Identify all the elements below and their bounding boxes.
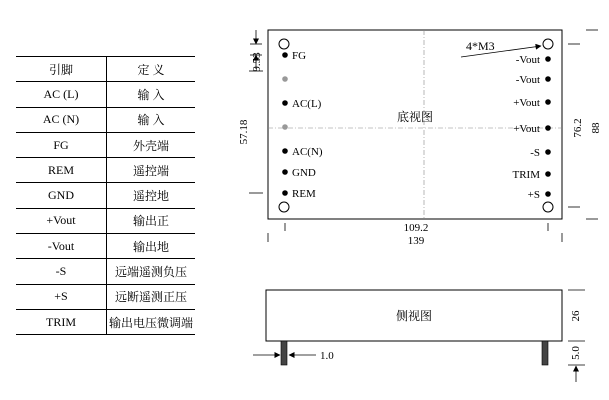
bottom-view-title: 底视图: [396, 110, 434, 124]
dim-inner-height: 76.2: [572, 118, 584, 138]
pin-name: GND: [16, 183, 107, 208]
pin-dot-unused: [282, 124, 288, 130]
header-pin: 引脚: [16, 57, 107, 82]
pin-label-vout-pos-1: +Vout: [513, 97, 540, 109]
pin-dot-vout-pos-2: [545, 125, 551, 131]
dim-inner-width: 109.2: [403, 222, 429, 234]
pin-dot-acn: [282, 148, 288, 154]
side-view-title: 侧视图: [395, 309, 433, 323]
pin-label-acn: AC(N): [292, 146, 323, 158]
pin-label-trim: TRIM: [512, 169, 540, 181]
pin-definition: 输出正: [107, 208, 196, 233]
side-height-dimensions: [568, 290, 585, 382]
pin-dot-acl: [282, 100, 288, 106]
pin-label-acl: AC(L): [292, 98, 322, 110]
pin-name: REM: [16, 158, 107, 183]
pin-dot-vout-neg-2: [545, 76, 551, 82]
screw-label: 4*M3: [466, 39, 495, 53]
pin-label-sense-neg: -S: [530, 147, 540, 159]
pin-name: AC (N): [16, 107, 107, 132]
pin-label-vout-neg-1: -Vout: [515, 54, 540, 66]
mounting-hole-bottom-left: [279, 202, 289, 212]
header-definition: 定 义: [107, 57, 196, 82]
pin-name: TRIM: [16, 309, 107, 334]
pin-name: -Vout: [16, 234, 107, 259]
dim-center-height: 57.18: [238, 119, 250, 145]
dim-pin-pitch: 9.53: [251, 52, 263, 72]
dim-overall-width: 139: [407, 235, 425, 247]
pin-dot-unused: [282, 76, 288, 82]
mounting-hole-top-left: [279, 39, 289, 49]
pin-label-vout-pos-2: +Vout: [513, 123, 540, 135]
pin-name: +Vout: [16, 208, 107, 233]
bottom-view: [268, 30, 562, 219]
pin-dot-gnd: [282, 169, 288, 175]
mounting-hole-bottom-right: [543, 202, 553, 212]
pin-definition: 输 入: [107, 82, 196, 107]
pin-dot-vout-pos-1: [545, 99, 551, 105]
pin-dot-sense-pos: [545, 191, 551, 197]
pin-definition: 远断遥测正压: [107, 284, 196, 309]
pin-label-fg: FG: [292, 50, 307, 62]
pin-definition: 输出电压微调端: [107, 309, 196, 334]
pin-dot-sense-neg: [545, 149, 551, 155]
pin-definition: 外壳端: [107, 132, 196, 157]
pin-definition: 输出地: [107, 234, 196, 259]
pin-definition: 输 入: [107, 107, 196, 132]
pin-label-sense-pos: +S: [527, 189, 540, 201]
pin-label-gnd: GND: [292, 167, 316, 179]
pin-dot-trim: [545, 171, 551, 177]
pin-dot-rem: [282, 190, 288, 196]
side-view: [266, 290, 562, 365]
pin-definition: 远端遥测负压: [107, 259, 196, 284]
pin-label-vout-neg-2: -Vout: [515, 74, 540, 86]
dim-pin-length: 5.0: [570, 346, 582, 360]
pin-name: AC (L): [16, 82, 107, 107]
pin-name: -S: [16, 259, 107, 284]
pin-definition: 遥控地: [107, 183, 196, 208]
pin-dot-vout-neg-1: [545, 56, 551, 62]
pin-name: FG: [16, 132, 107, 157]
pin-label-rem: REM: [292, 188, 316, 200]
mounting-hole-top-right: [543, 39, 553, 49]
pin-dot-fg: [282, 52, 288, 58]
side-pin-left: [281, 341, 287, 365]
dim-body-height: 26: [570, 310, 582, 322]
pin-definition: 遥控端: [107, 158, 196, 183]
side-pin-right: [542, 341, 548, 365]
pin-name: +S: [16, 284, 107, 309]
dim-pin-diameter: 1.0: [320, 350, 334, 362]
dim-overall-height: 88: [590, 122, 602, 134]
